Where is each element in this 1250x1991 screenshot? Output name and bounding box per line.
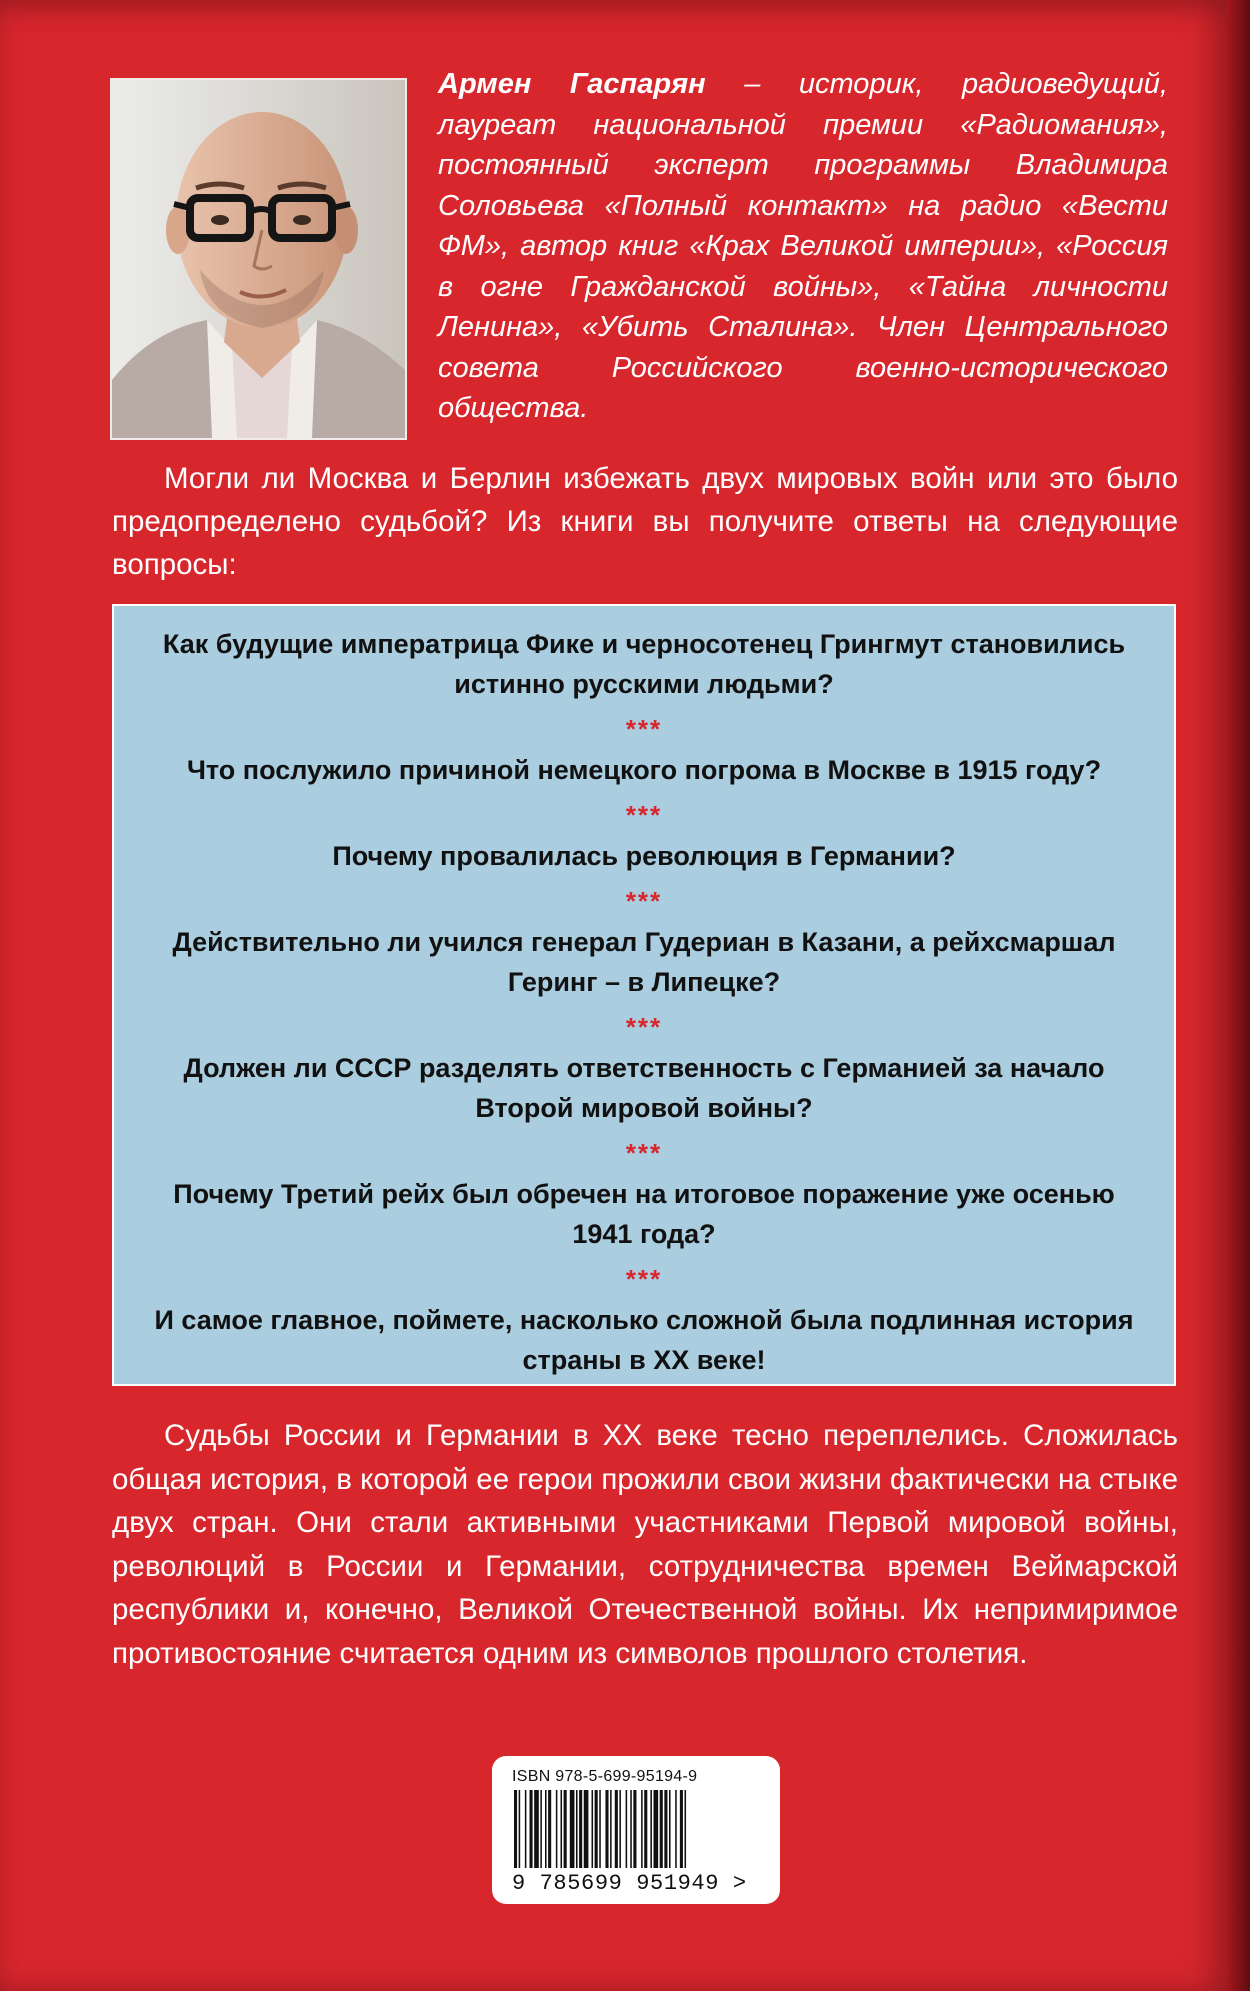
barcode-bar [605,1790,608,1868]
barcode-bar [654,1790,659,1868]
barcode-bar [664,1790,667,1868]
barcode-bar [626,1790,628,1868]
barcode-bar [630,1790,632,1868]
separator-stars: *** [625,714,663,744]
barcode-bar [675,1790,677,1868]
barcode-bar [669,1790,671,1868]
barcode-bar [641,1790,643,1868]
isbn-label: ISBN 978-5-699-95194-9 [512,1768,698,1785]
barcode-bar [514,1790,517,1868]
author-name: Армен Гаспарян [438,68,706,100]
barcode-bar [599,1790,601,1868]
author-bio [438,64,1168,429]
separator-stars: *** [625,886,663,916]
questions-box [112,604,1176,1386]
cover-edge [1228,0,1250,1991]
barcode-bar [548,1790,551,1868]
barcode-bar [619,1790,621,1868]
separator-stars: *** [625,1138,663,1168]
barcode-bar [615,1790,618,1868]
barcode-bar [680,1790,683,1868]
question-item: Действительно ли учился генерал Гудериан в Казани, а рейхсмаршал Геринг – в Липецке? [172,927,1116,997]
question-item: Должен ли СССР разделять ответственность с Германией за начало Второй мировой войны? [183,1053,1105,1123]
author-portrait-image [112,80,405,438]
barcode-bar [579,1790,582,1868]
barcode-panel [492,1756,780,1904]
author-photo [110,78,407,440]
barcode-bar [633,1790,636,1868]
question-item: Что послужило причиной немецкого погрома в Москве в 1915 году? [186,755,1102,785]
barcode-bar [540,1790,542,1868]
barcode-bar [650,1790,652,1868]
question-item: Почему провалилась революция в Германии? [332,841,956,871]
barcode-bar [644,1790,647,1868]
barcode-bar [561,1790,563,1868]
barcode-bar [564,1790,567,1868]
barcode-bar [519,1790,521,1868]
barcode-bar [545,1790,547,1868]
barcode-bars [512,1790,764,1868]
separator-stars: *** [625,800,663,830]
barcode-bar [556,1790,558,1868]
barcode-bar [584,1790,589,1868]
separator-stars: *** [625,1264,663,1294]
barcode-bar [534,1790,539,1868]
barcode-bar [525,1790,527,1868]
barcode-bar [592,1790,594,1868]
barcode-bar [685,1790,687,1868]
question-item: Почему Третий рейх был обречен на итоговое поражение уже осенью 1941 года? [173,1179,1115,1249]
barcode-digits: 9 785699 951949 > [512,1871,747,1896]
barcode-bar [660,1790,663,1868]
barcode-bar [530,1790,533,1868]
description-paragraph: Судьбы России и Германии в XX веке тесно переплелись. Сложилась общая история, в которой ее герои прожили свои жизни фактически на стыке двух стран. Они стали активными участниками Первой мировой войны, революций в России и Германии, сотрудничества времен Веймарской республики и, конечно, Великой Отечественной войны. Их непримиримое противостояние считается одним из символов прошлого столетия. [112,1419,1178,1670]
separator-stars: *** [625,1012,663,1042]
barcode-bar [576,1790,578,1868]
question-item: И самое главное, поймете, насколько сложной была подлинная история страны в XX веке! [154,1305,1134,1375]
barcode-bar [610,1790,612,1868]
barcode-bar [595,1790,598,1868]
barcode-bar [570,1790,575,1868]
author-bio-text: – историк, радиоведущий, лауреат национальной премии «Радиомания», постоянный эксперт программы Владимира Соловьева «Полный контакт» на радио «Вести ФМ», автор книг «Крах Великой империи», «Россия в огне Гражданской войны», «Тайна личности Ленина», «Убить Сталина». Член Центрального совета Российского военно-исторического общества. [438,68,1168,424]
question-item: Как будущие императрица Фике и черносотенец Грингмут становились истинно русскими людьми? [162,629,1126,699]
intro-paragraph: Могли ли Москва и Берлин избежать двух мировых войн или это было предопределено судьбой? Из книги вы получите ответы на следующие вопросы: [112,462,1178,581]
